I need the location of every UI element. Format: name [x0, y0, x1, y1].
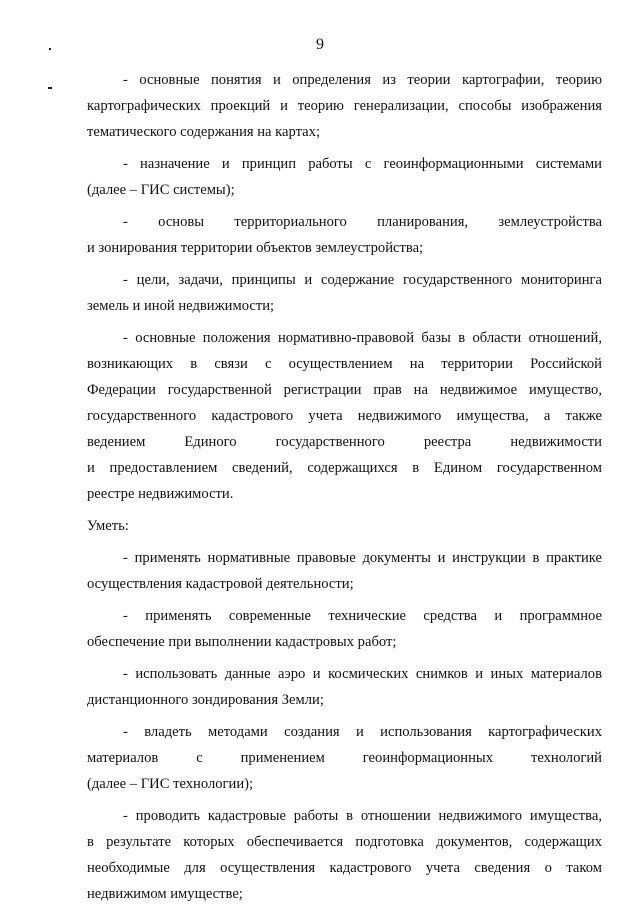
document-body: [87, 67, 602, 913]
knowledge-list: [87, 67, 602, 507]
skill-item: [87, 545, 602, 597]
text-line: - основные понятия и определения из теории картографии, теорию: [123, 72, 602, 88]
text-line: Федерации государственной регистрации прав на недвижимое имущество,: [87, 382, 602, 398]
text-line: - применять нормативные правовые документы и инструкции в практике: [123, 550, 602, 566]
text-line: недвижимом имуществе;: [87, 886, 243, 902]
text-line: возникающих в связи с осуществлением на территории Российской: [87, 356, 602, 372]
skill-item: [87, 719, 602, 797]
text-line: в результате которых обеспечивается подготовка документов, содержащих: [87, 834, 602, 850]
text-line: (далее – ГИС технологии);: [87, 776, 254, 792]
scan-dash-mark: [48, 87, 52, 89]
text-line: - владеть методами создания и использования картографических: [123, 724, 602, 740]
text-line: осуществления кадастровой деятельности;: [87, 576, 354, 592]
text-line: реестре недвижимости.: [87, 486, 234, 502]
text-line: государственного кадастрового учета недвижимого имущества, а также: [87, 408, 602, 424]
scan-dot-mark: [49, 48, 51, 50]
text-line: необходимые для осуществления кадастрового учета сведения о таком: [87, 860, 602, 876]
text-line: материалов с применением геоинформационных технологий: [87, 750, 602, 766]
skills-list: [87, 545, 602, 907]
text-line: - проводить кадастровые работы в отношении недвижимого имущества,: [123, 808, 602, 824]
text-line: обеспечение при выполнении кадастровых работ;: [87, 634, 397, 650]
text-line: - основы территориального планирования, землеустройства: [123, 214, 602, 230]
text-line: ведением Единого государственного реестра недвижимости: [87, 434, 602, 450]
knowledge-item: [87, 267, 602, 319]
text-line: земель и иной недвижимости;: [87, 298, 275, 314]
skill-item: [87, 803, 602, 907]
section-heading-umet: Уметь:: [87, 518, 129, 534]
skill-item: [87, 661, 602, 713]
text-line: - использовать данные аэро и космических снимков и иных материалов: [123, 666, 602, 682]
text-line: и зонирования территории объектов землеустройства;: [87, 240, 424, 256]
page-number: 9: [316, 36, 324, 53]
text-line: - основные положения нормативно-правовой базы в области отношений,: [123, 330, 602, 346]
text-line: - назначение и принцип работы с геоинформационными системами: [123, 156, 602, 172]
text-line: картографических проекций и теорию генерализации, способы изображения: [87, 98, 602, 114]
knowledge-item: [87, 67, 602, 145]
text-line: - применять современные технические средства и программное: [123, 608, 602, 624]
knowledge-item: [87, 325, 602, 507]
knowledge-item: [87, 151, 602, 203]
text-line: (далее – ГИС системы);: [87, 182, 235, 198]
text-line: дистанционного зондирования Земли;: [87, 692, 324, 708]
text-line: тематического содержания на картах;: [87, 124, 321, 140]
knowledge-item: [87, 209, 602, 261]
text-line: и предоставлением сведений, содержащихся в Едином государственном: [87, 460, 602, 476]
text-line: - цели, задачи, принципы и содержание государственного мониторинга: [123, 272, 602, 288]
skill-item: [87, 603, 602, 655]
